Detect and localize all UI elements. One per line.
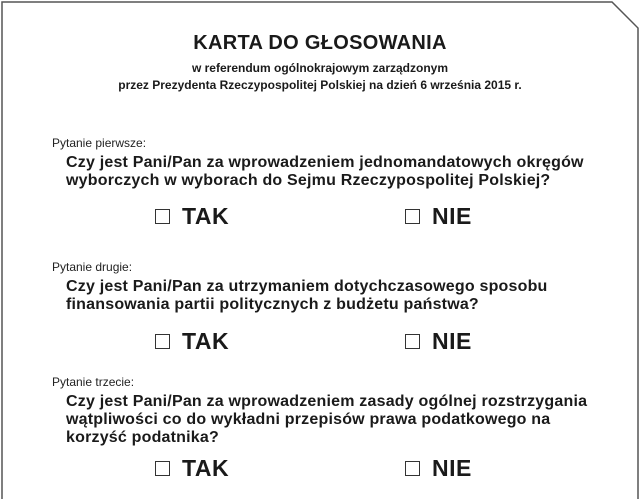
ballot-subtitle-line1: w referendum ogólnokrajowym zarządzonym xyxy=(191,61,449,75)
option-label: NIE xyxy=(432,328,472,354)
option-nie-3[interactable] xyxy=(405,455,472,482)
checkbox[interactable] xyxy=(405,209,420,224)
question-text-line: korzyść podatnika? xyxy=(66,429,219,446)
checkbox[interactable] xyxy=(405,334,420,349)
option-nie-1[interactable] xyxy=(405,203,472,230)
question-text xyxy=(52,393,612,447)
ballot-subtitle-line2: przez Prezydenta Rzeczypospolitej Polskiej na dzień 6 września 2015 r. xyxy=(118,78,522,92)
question-text-line: finansowania partii politycznych z budżetu państwa? xyxy=(66,296,479,313)
question-label: Pytanie pierwsze: xyxy=(52,136,147,150)
question-text-line: Czy jest Pani/Pan za wprowadzeniem jednomandatowych okręgów xyxy=(66,154,584,171)
option-label: NIE xyxy=(432,203,472,229)
option-tak-3[interactable] xyxy=(155,455,229,482)
option-tak-2[interactable] xyxy=(155,328,229,355)
option-label: TAK xyxy=(182,203,230,229)
question-2 xyxy=(52,260,612,314)
option-tak-1[interactable] xyxy=(155,203,229,230)
question-text-line: Czy jest Pani/Pan za utrzymaniem dotychczasowego sposobu xyxy=(66,278,548,295)
ballot-header xyxy=(0,32,640,92)
question-text-line: Czy jest Pani/Pan za wprowadzeniem zasady ogólnej rozstrzygania xyxy=(66,393,588,410)
checkbox[interactable] xyxy=(405,461,420,476)
ballot-title: KARTA DO GŁOSOWANIA xyxy=(193,32,447,54)
option-nie-2[interactable] xyxy=(405,328,472,355)
question-3 xyxy=(52,375,612,447)
question-label: Pytanie trzecie: xyxy=(52,375,135,389)
question-text xyxy=(52,278,612,314)
question-text-line: wyborczych w wyborach do Sejmu Rzeczypospolitej Polskiej? xyxy=(66,172,551,189)
question-text xyxy=(52,154,612,190)
question-text-line: wątpliwości co do wykładni przepisów prawa podatkowego na xyxy=(66,411,551,428)
checkbox[interactable] xyxy=(155,461,170,476)
option-label: TAK xyxy=(182,328,230,354)
option-label: NIE xyxy=(432,455,472,481)
option-label: TAK xyxy=(182,455,230,481)
question-1 xyxy=(52,136,612,190)
checkbox[interactable] xyxy=(155,334,170,349)
question-label: Pytanie drugie: xyxy=(52,260,133,274)
checkbox[interactable] xyxy=(155,209,170,224)
